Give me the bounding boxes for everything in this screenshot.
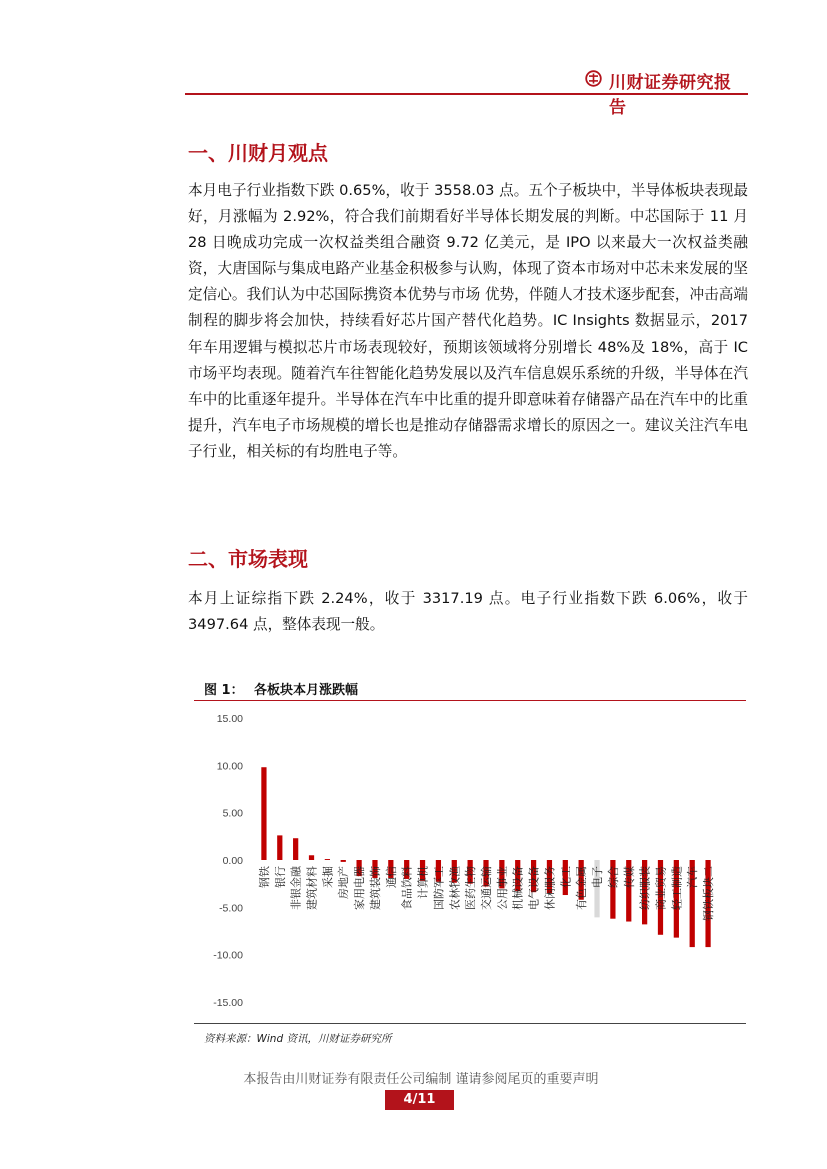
x-tick-label: 计算机 (416, 866, 430, 899)
x-tick-label: 采掘 (321, 866, 335, 888)
x-tick-label: 家用电器 (353, 866, 367, 910)
x-tick-label: 国防军工 (432, 866, 446, 910)
y-axis (213, 713, 243, 1009)
x-tick-label: 传媒 (622, 866, 636, 888)
x-tick-label: 公用事业 (495, 866, 509, 910)
bar-4 (325, 859, 330, 860)
bar-0 (261, 767, 266, 860)
figure-top-rule (194, 700, 746, 701)
x-tick-label: 医药生物 (464, 866, 478, 910)
x-tick-label: 通信 (384, 866, 398, 888)
page-header (185, 66, 748, 118)
page-number: 4/11 (403, 1092, 436, 1107)
x-tick-label: 商业贸易 (654, 866, 668, 910)
y-tick-label: 5.00 (222, 807, 243, 820)
x-tick-label: 建筑装饰 (368, 866, 382, 910)
bar-2 (293, 838, 298, 860)
x-tick-label: 机械设备 (511, 866, 525, 910)
figure-label: 图 1： (204, 683, 244, 698)
x-tick-label: 钢铁 (257, 866, 271, 888)
figure-bottom-rule (194, 1023, 746, 1024)
x-tick-label: 农林牧渔 (448, 866, 462, 910)
x-tick-label: 非银金融 (289, 866, 303, 910)
y-tick-label: -5.00 (219, 902, 243, 915)
x-tick-label: 汽车 (686, 866, 700, 888)
section-2-title: 二、市场表现 (188, 547, 308, 571)
figure-title: 各板块本月涨跌幅 (254, 683, 359, 698)
x-tick-label: 电子 (591, 866, 605, 888)
x-tick-label: 有色金属 (575, 866, 589, 910)
section-1-body: 本月电子行业指数下跌 0.65%，收于 3558.03 点。五个子板块中，半导体板块表现最好，月涨幅为 2.92%，符合我们前期看好半导体长期发展的判断。中芯国际于 11 月 28 日晚成功完成一次权益类组合融资 9.72 亿美元，是 IPO 以来最大一次权益类融资，大唐国际与集成电路产业基金积极参与认购，体现了资本市场对中芯未来发展的坚定信心。我们认为中芯国际携资本优势与市场 优势，伴随人才技术逐步配套，冲击高端制程的脚步将会加快，持续看好芯片国产替代化趋势。IC Insights 数据显示，2017 年车用逻辑与模拟芯片市场表现较好，预期该领域将分别增长 48%及 18%，高于 IC 市场平均表现。随着汽车往智能化趋势发展以及汽车信息娱乐系统的升级，半导体在汽车中的比重逐年提升。半导体在汽车中比重的提升即意味着存储器产品在汽车中的比重提升，汽车电子市场规模的增长也是推动存储器需求增长的原因之一。建议关注汽车电子行业，相关标的有均胜电子等。 (188, 182, 748, 460)
x-tick-label: 轻工制造 (670, 866, 684, 910)
brand-logo-icon (585, 70, 602, 87)
section-2-body: 本月上证综指下跌 2.24%，收于 3317.19 点。电子行业指数下跌 6.06%，收于 3497.64 点，整体表现一般。 (188, 590, 748, 634)
x-tick-label: 化工 (559, 866, 573, 888)
y-tick-label: 0.00 (222, 855, 243, 867)
y-tick-label: 10.00 (216, 760, 243, 773)
figure-header (194, 676, 746, 700)
bar-5 (341, 860, 346, 862)
x-tick-label: 食品饮料 (400, 866, 414, 910)
bar-series (261, 767, 710, 947)
x-tick-label: 休闲服务 (543, 866, 557, 910)
y-tick-label: 15.00 (216, 713, 243, 725)
x-tick-label: 纺织服装 (638, 866, 652, 910)
page-number-badge (385, 1090, 454, 1110)
bar-1 (277, 835, 282, 860)
x-tick-label: 电气设备 (527, 866, 541, 910)
x-tick-label: 银行 (273, 866, 287, 888)
figure-source: 资料来源：Wind 资讯，川财证券研究所 (204, 1033, 392, 1045)
x-tick-label: 钢铁板块二 (702, 866, 716, 921)
y-tick-label: -15.00 (213, 997, 243, 1009)
section-1-title: 一、川财月观点 (188, 141, 328, 165)
x-tick-label: 房地产 (337, 866, 351, 899)
x-tick-label: 综合 (606, 866, 620, 888)
y-tick-label: -10.00 (213, 949, 243, 962)
sector-change-bar-chart (194, 702, 746, 1020)
x-tick-label: 建筑材料 (305, 866, 319, 910)
brand-title: 川财证券研究报告 (609, 73, 732, 118)
bar-3 (309, 855, 314, 860)
footer-disclaimer: 本报告由川财证券有限责任公司编制 谨请参阅尾页的重要声明 (243, 1072, 599, 1087)
x-tick-label: 交通运输 (480, 866, 493, 910)
header-divider (185, 93, 748, 95)
